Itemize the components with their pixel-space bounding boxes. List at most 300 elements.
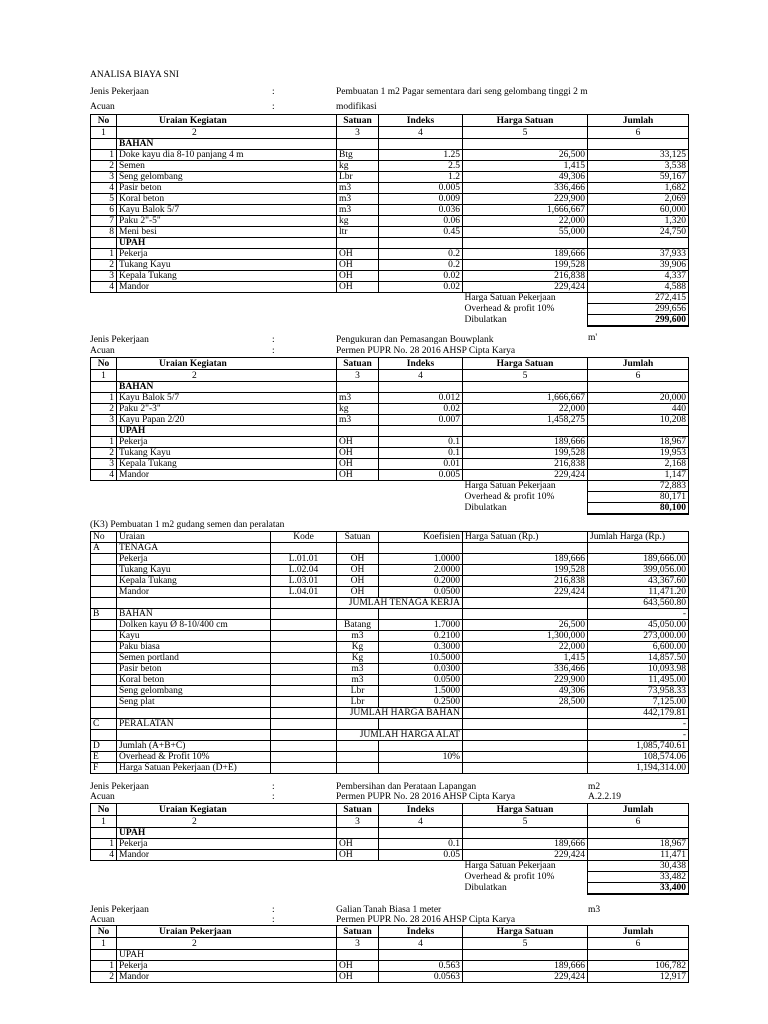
table-row (91, 459, 689, 470)
amount-cell: 10,093.98 (588, 664, 689, 675)
summary-label: Overhead & profit 10% (464, 872, 555, 882)
amount-cell: 45,050.00 (588, 620, 689, 631)
unit-cell: m3 (337, 675, 379, 686)
unit-cell: OH (337, 565, 379, 576)
amount-cell: 39,906 (588, 260, 689, 271)
summary-row (91, 304, 689, 315)
row-number: 3 (91, 459, 117, 470)
unit-cell: OH (337, 850, 379, 861)
table-row (91, 271, 689, 282)
column-number: 4 (379, 127, 463, 139)
summary-label: Dibulatkan (464, 883, 507, 894)
group-row (91, 950, 689, 961)
table-row (91, 227, 689, 238)
colon: : (272, 335, 275, 345)
table-row (91, 620, 689, 631)
summary-value: 299,656 (588, 304, 689, 315)
analysis-table-galian (90, 925, 689, 983)
summary-value: 80,100 (588, 503, 689, 515)
amount-cell: 106,782 (588, 961, 689, 972)
unit-cell: OH (337, 839, 379, 850)
acuan-value: modifikasi (336, 102, 377, 112)
item-description: Kayu (117, 631, 271, 642)
index-cell: 0.45 (379, 227, 463, 238)
unit-price-cell: 189,666 (463, 249, 588, 260)
header-row (91, 804, 689, 816)
group-row (91, 382, 689, 393)
column-header: Jumlah Harga (Rp.) (588, 532, 689, 543)
reference-code: A.2.2.19 (588, 792, 621, 802)
row-number: 8 (91, 227, 117, 238)
empty-cell (91, 631, 117, 642)
unit-cell: kg (337, 404, 379, 415)
row-number: 4 (91, 282, 117, 293)
empty-cell (463, 752, 588, 763)
acuan-label: Acuan (90, 915, 115, 925)
unit-cell: OH (337, 961, 379, 972)
coefficient-cell: 0.2000 (379, 576, 463, 587)
column-number: 6 (588, 938, 689, 950)
unit-price-cell: 1,458,275 (463, 415, 588, 426)
column-number: 5 (463, 816, 588, 828)
unit-cell: Btg (337, 150, 379, 161)
item-description: TENAGA (117, 543, 271, 554)
column-header: Jumlah (588, 926, 689, 938)
colon: : (272, 905, 275, 915)
total-row (91, 730, 689, 741)
unit-price-cell: 216,838 (463, 459, 588, 470)
table-row (91, 543, 689, 554)
column-number: 6 (588, 127, 689, 139)
column-header: Satuan (337, 926, 379, 938)
code-cell: L.04.01 (271, 587, 337, 598)
group-heading: UPAH (117, 426, 337, 437)
summary-label: Harga Satuan Pekerjaan (464, 861, 556, 872)
row-letter: B (91, 609, 117, 620)
work-unit: m' (588, 333, 598, 343)
amount-cell: 10,208 (588, 415, 689, 426)
coefficient-cell: 0.0300 (379, 664, 463, 675)
amount-cell: 643,560.80 (588, 598, 689, 609)
colon: : (272, 87, 275, 97)
empty-cell (379, 382, 463, 393)
coefficient-cell: 0.0500 (379, 675, 463, 686)
empty-cell (91, 565, 117, 576)
empty-cell (337, 543, 379, 554)
coefficient-cell: 1.7000 (379, 620, 463, 631)
column-header: Satuan (337, 804, 379, 816)
amount-cell: 440 (588, 404, 689, 415)
empty-cell (379, 741, 463, 752)
unit-cell: kg (337, 216, 379, 227)
empty-cell (379, 238, 463, 249)
column-header: Uraian Kegiatan (117, 115, 337, 127)
column-header: Uraian Kegiatan (117, 358, 337, 370)
index-cell: 0.2 (379, 260, 463, 271)
column-number: 4 (379, 370, 463, 382)
empty-cell (588, 139, 689, 150)
empty-cell (337, 950, 379, 961)
amount-cell: 1,320 (588, 216, 689, 227)
amount-cell: 11,471 (588, 850, 689, 861)
empty-cell (379, 763, 463, 774)
item-description: Pekerja (117, 961, 337, 972)
group-heading: BAHAN (117, 382, 337, 393)
item-description: Harga Satuan Pekerjaan (D+E) (117, 763, 271, 774)
empty-cell (271, 664, 337, 675)
total-row (91, 708, 689, 719)
table-row (91, 675, 689, 686)
group-row (91, 426, 689, 437)
table-body (91, 115, 689, 327)
index-cell: 2.5 (379, 161, 463, 172)
amount-cell: 11,471.20 (588, 587, 689, 598)
amount-cell: 12,917 (588, 972, 689, 983)
table-row (91, 554, 689, 565)
unit-price-cell: 229,900 (463, 675, 588, 686)
jenis-pekerjaan-label: Jenis Pekerjaan (90, 87, 149, 97)
item-description: Pekerja (117, 554, 271, 565)
unit-cell: OH (337, 587, 379, 598)
column-header: Indeks (379, 804, 463, 816)
item-description: Kepala Tukang (117, 576, 271, 587)
empty-cell (463, 828, 588, 839)
unit-cell: m3 (337, 415, 379, 426)
empty-cell (91, 315, 463, 327)
empty-cell (463, 708, 588, 719)
table-row (91, 719, 689, 730)
item-description: Overhead & Profit 10% (117, 752, 271, 763)
amount-cell: - (588, 730, 689, 741)
jenis-pekerjaan-value: Pembuatan 1 m2 Pagar sementara dari seng gelombang tinggi 2 m (336, 87, 588, 97)
unit-cell: kg (337, 161, 379, 172)
row-number: 2 (91, 448, 117, 459)
item-description: Kayu Balok 5/7 (117, 205, 337, 216)
amount-cell: 20,000 (588, 393, 689, 404)
empty-cell (91, 872, 463, 883)
unit-price-cell: 216,838 (463, 576, 588, 587)
jenis-pekerjaan-label: Jenis Pekerjaan (90, 782, 149, 792)
item-description: Seng plat (117, 697, 271, 708)
row-letter: A (91, 543, 117, 554)
unit-price-cell: 199,528 (463, 260, 588, 271)
row-letter: D (91, 741, 117, 752)
work-unit: m2 (588, 782, 601, 792)
unit-cell: ltr (337, 227, 379, 238)
table-row (91, 752, 689, 763)
empty-cell (588, 950, 689, 961)
empty-cell (463, 719, 588, 730)
table-body (91, 804, 689, 895)
item-description: Paku 2"-3" (117, 404, 337, 415)
index-cell: 0.0563 (379, 972, 463, 983)
empty-cell (379, 609, 463, 620)
column-number: 3 (337, 816, 379, 828)
column-number-row (91, 938, 689, 950)
code-cell: L.02.04 (271, 565, 337, 576)
colon: : (272, 102, 275, 112)
empty-cell (91, 828, 117, 839)
empty-cell (91, 730, 117, 741)
table-row (91, 587, 689, 598)
code-cell: L.03.01 (271, 576, 337, 587)
empty-cell (337, 719, 379, 730)
empty-cell (463, 238, 588, 249)
empty-cell (337, 238, 379, 249)
amount-cell: 7,125.00 (588, 697, 689, 708)
summary-row (91, 503, 689, 515)
row-letter: F (91, 763, 117, 774)
item-description: Mandor (117, 850, 337, 861)
empty-cell (117, 598, 271, 609)
coefficient-cell: 10% (379, 752, 463, 763)
index-cell: 0.01 (379, 459, 463, 470)
empty-cell (91, 576, 117, 587)
row-number: 1 (91, 961, 117, 972)
empty-cell (271, 730, 337, 741)
index-cell: 0.009 (379, 194, 463, 205)
column-header: Harga Satuan (463, 358, 588, 370)
column-number: 2 (117, 816, 337, 828)
item-description: PERALATAN (117, 719, 271, 730)
unit-cell: OH (337, 249, 379, 260)
amount-cell: 73,958.33 (588, 686, 689, 697)
column-header: Uraian Kegiatan (117, 804, 337, 816)
amount-cell: - (588, 609, 689, 620)
summary-value: 80,171 (588, 492, 689, 503)
column-number-row (91, 127, 689, 139)
row-number: 2 (91, 161, 117, 172)
empty-cell (271, 543, 337, 554)
header-row (91, 926, 689, 938)
column-number: 1 (91, 370, 117, 382)
column-header: No (91, 358, 117, 370)
group-row (91, 828, 689, 839)
work-unit: m3 (588, 905, 601, 915)
group-heading: BAHAN (117, 139, 337, 150)
coefficient-cell: 2.0000 (379, 565, 463, 576)
table-row (91, 448, 689, 459)
empty-cell (271, 752, 337, 763)
unit-cell: OH (337, 282, 379, 293)
column-number: 1 (91, 938, 117, 950)
unit-cell: Lbr (337, 686, 379, 697)
amount-cell: 18,967 (588, 839, 689, 850)
empty-cell (271, 719, 337, 730)
table-row (91, 697, 689, 708)
row-number: 2 (91, 260, 117, 271)
table-row (91, 972, 689, 983)
summary-label: Harga Satuan Pekerjaan (464, 293, 556, 304)
column-number: 5 (463, 938, 588, 950)
column-number: 1 (91, 127, 117, 139)
unit-price-cell: 229,424 (463, 972, 588, 983)
summary-label: Dibulatkan (464, 503, 507, 514)
column-number: 6 (588, 816, 689, 828)
unit-cell: Lbr (337, 697, 379, 708)
table-row (91, 415, 689, 426)
amount-cell: 4,588 (588, 282, 689, 293)
empty-cell (91, 503, 463, 515)
item-description: Kayu Papan 2/20 (117, 415, 337, 426)
empty-cell (91, 664, 117, 675)
unit-price-cell: 216,838 (463, 271, 588, 282)
empty-cell (379, 543, 463, 554)
amount-cell: 18,967 (588, 437, 689, 448)
empty-cell (463, 730, 588, 741)
colon: : (272, 792, 275, 802)
summary-value: 33,482 (588, 872, 689, 883)
empty-cell (91, 492, 463, 503)
empty-cell (271, 741, 337, 752)
row-number: 4 (91, 183, 117, 194)
empty-cell (271, 598, 337, 609)
table-body (91, 926, 689, 983)
column-number: 6 (588, 370, 689, 382)
unit-price-cell: 55,000 (463, 227, 588, 238)
unit-price-cell: 229,424 (463, 850, 588, 861)
column-header: Indeks (379, 115, 463, 127)
table-row (91, 249, 689, 260)
amount-cell: 2,069 (588, 194, 689, 205)
amount-cell: 33,125 (588, 150, 689, 161)
unit-price-cell: 336,466 (463, 664, 588, 675)
colon: : (272, 915, 275, 925)
unit-cell: OH (337, 260, 379, 271)
column-number: 4 (379, 816, 463, 828)
acuan-value: Permen PUPR No. 28 2016 AHSP Cipta Karya (336, 792, 516, 802)
table-row (91, 642, 689, 653)
table-row (91, 664, 689, 675)
unit-price-cell: 199,528 (463, 448, 588, 459)
unit-price-cell: 22,000 (463, 404, 588, 415)
index-cell: 0.1 (379, 839, 463, 850)
summary-row (91, 492, 689, 503)
item-description: Tukang Kayu (117, 565, 271, 576)
unit-price-cell: 199,528 (463, 565, 588, 576)
table-row (91, 565, 689, 576)
empty-cell (271, 675, 337, 686)
empty-cell (379, 426, 463, 437)
empty-cell (271, 631, 337, 642)
unit-price-cell: 26,500 (463, 620, 588, 631)
summary-label: Dibulatkan (464, 315, 507, 326)
empty-cell (588, 543, 689, 554)
row-number: 2 (91, 972, 117, 983)
unit-price-cell: 229,424 (463, 470, 588, 481)
table-row (91, 653, 689, 664)
unit-cell: m3 (337, 183, 379, 194)
empty-cell (91, 620, 117, 631)
unit-price-cell: 1,300,000 (463, 631, 588, 642)
row-number: 6 (91, 205, 117, 216)
empty-cell (337, 609, 379, 620)
column-number: 5 (463, 370, 588, 382)
row-number: 3 (91, 172, 117, 183)
item-description: Pasir beton (117, 664, 271, 675)
k3-title: (K3) Pembuatan 1 m2 gudang semen dan peralatan (90, 520, 285, 530)
amount-cell: 2,168 (588, 459, 689, 470)
item-description: Kepala Tukang (117, 459, 337, 470)
empty-cell (271, 653, 337, 664)
group-heading: UPAH (117, 950, 337, 961)
unit-price-cell: 1,415 (463, 161, 588, 172)
empty-cell (91, 642, 117, 653)
item-description: Tukang Kayu (117, 260, 337, 271)
column-header: Harga Satuan (463, 115, 588, 127)
amount-cell: 37,933 (588, 249, 689, 260)
coefficient-cell: 1.5000 (379, 686, 463, 697)
header-row (91, 532, 689, 543)
unit-price-cell: 49,306 (463, 172, 588, 183)
table-row (91, 216, 689, 227)
table-body (91, 358, 689, 515)
unit-cell: OH (337, 459, 379, 470)
coefficient-cell: 0.2500 (379, 697, 463, 708)
group-heading: UPAH (117, 238, 337, 249)
column-header: Uraian (117, 532, 271, 543)
amount-cell: 43,367.60 (588, 576, 689, 587)
column-header: Indeks (379, 926, 463, 938)
empty-cell (463, 609, 588, 620)
summary-value: 299,600 (588, 315, 689, 327)
unit-price-cell: 229,424 (463, 587, 588, 598)
unit-cell: Kg (337, 642, 379, 653)
unit-cell: m3 (337, 631, 379, 642)
column-number-row (91, 370, 689, 382)
item-description: Paku biasa (117, 642, 271, 653)
unit-price-cell: 229,424 (463, 282, 588, 293)
item-description: Dolken kayu Ø 8-10/400 cm (117, 620, 271, 631)
item-description: Paku 2"-5" (117, 216, 337, 227)
table-row (91, 741, 689, 752)
total-label: JUMLAH TENAGA KERJA (337, 598, 463, 609)
coefficient-cell: 0.2100 (379, 631, 463, 642)
summary-label: Overhead & profit 10% (464, 492, 555, 502)
coefficient-cell: 10.5000 (379, 653, 463, 664)
column-header: No (91, 532, 117, 543)
table-row (91, 404, 689, 415)
index-cell: 0.05 (379, 850, 463, 861)
empty-cell (463, 426, 588, 437)
summary-row (91, 872, 689, 883)
index-cell: 0.1 (379, 437, 463, 448)
row-number: 3 (91, 271, 117, 282)
unit-price-cell: 336,466 (463, 183, 588, 194)
summary-label: Overhead & profit 10% (464, 304, 555, 314)
amount-cell: 24,750 (588, 227, 689, 238)
analysis-table-pembersihan (90, 803, 689, 895)
amount-cell: 59,167 (588, 172, 689, 183)
table-row (91, 763, 689, 774)
column-number: 3 (337, 370, 379, 382)
amount-cell: 11,495.00 (588, 675, 689, 686)
empty-cell (91, 653, 117, 664)
item-description: BAHAN (117, 609, 271, 620)
column-header: Satuan (337, 115, 379, 127)
item-description: Pekerja (117, 437, 337, 448)
column-header: Jumlah (588, 804, 689, 816)
item-description: Pasir beton (117, 183, 337, 194)
coefficient-cell: 1.0000 (379, 554, 463, 565)
row-number: 1 (91, 150, 117, 161)
empty-cell (337, 763, 379, 774)
empty-cell (91, 861, 463, 872)
item-description: Mandor (117, 587, 271, 598)
empty-cell (337, 828, 379, 839)
row-number: 1 (91, 839, 117, 850)
empty-cell (463, 950, 588, 961)
